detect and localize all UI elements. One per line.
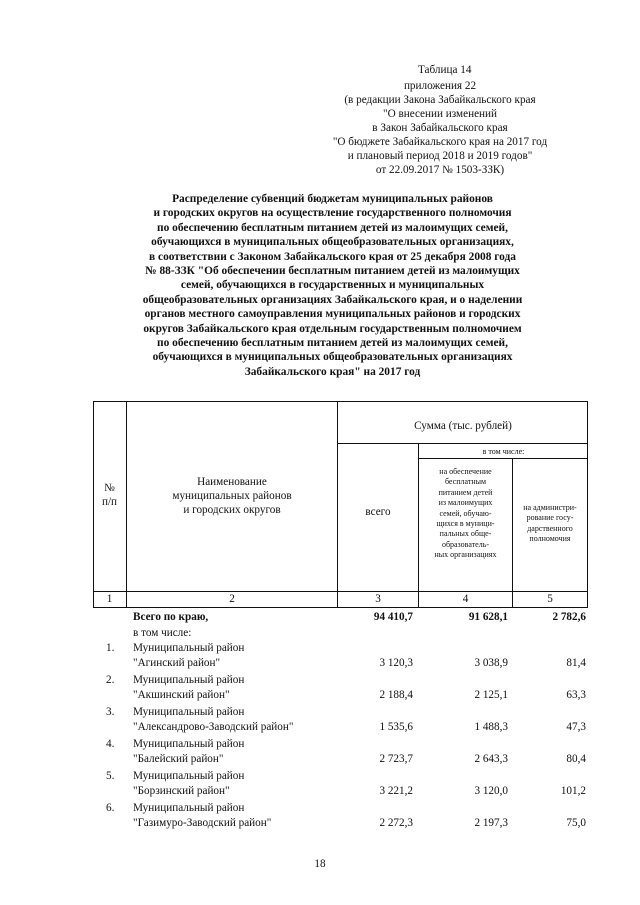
row-food: 3 038,9 <box>474 657 508 669</box>
column-number: 4 <box>462 593 469 605</box>
document-title <box>80 192 585 379</box>
row-type: Муниципальный район <box>133 674 245 686</box>
table-row <box>93 785 588 799</box>
title-line: органов местного самоуправления муниципальных районов и городских <box>144 308 521 321</box>
row-number: 6. <box>106 802 115 814</box>
row-name: "Балейский район" <box>133 753 224 765</box>
table-row <box>93 721 588 735</box>
row-admin: 75,0 <box>566 817 586 829</box>
row-admin: 47,3 <box>566 721 586 733</box>
total-food: 91 628,1 <box>468 611 508 623</box>
row-type: Муниципальный район <box>133 642 245 654</box>
title-line: по обеспечению бесплатным питанием детей из малоимущих семей, <box>157 221 508 234</box>
table-row <box>93 770 588 784</box>
title-line: общеобразовательных организациях Забайкальского края, и о наделении <box>142 293 523 306</box>
header-food: на обеспечение бесплатным питанием детей из малоимущих семей, обучаю- щихся в муници- пальных обще- образователь- ных организациях <box>434 467 497 560</box>
total-label: Всего по краю, <box>133 611 209 623</box>
title-line: в соответствии с Законом Забайкальского края от 25 декабря 2008 года <box>149 250 516 263</box>
table-label: Таблица 14 <box>418 64 472 76</box>
row-food: 2 197,3 <box>474 817 508 829</box>
total-row <box>93 611 588 625</box>
row-name: "Акшинский район" <box>133 689 230 701</box>
title-line: обучающихся в муниципальных общеобразовательных организациях <box>152 351 513 364</box>
row-name: "Газимуро-Заводский район" <box>133 817 272 829</box>
header-line: от 22.09.2017 № 1503-ЗЗК) <box>375 164 505 176</box>
row-type: Муниципальный район <box>133 802 245 814</box>
header-line: в Закон Забайкальского края <box>372 122 508 134</box>
table-row <box>93 753 588 767</box>
header-line: и плановый период 2018 и 2019 годов" <box>347 150 533 162</box>
column-number: 1 <box>106 593 113 605</box>
row-number: 4. <box>106 738 115 750</box>
column-number: 3 <box>375 593 381 605</box>
including-row <box>93 627 588 641</box>
row-type: Муниципальный район <box>133 738 245 750</box>
header-total: всего <box>365 506 391 518</box>
row-food: 1 488,3 <box>474 721 508 733</box>
row-number: 5. <box>106 770 115 782</box>
row-total: 2 272,3 <box>379 817 413 829</box>
column-number: 2 <box>229 593 235 605</box>
including-label: в том числе: <box>133 627 192 639</box>
table-row <box>93 817 588 831</box>
row-admin: 80,4 <box>566 753 586 765</box>
table-row <box>93 802 588 816</box>
page-number: 18 <box>314 858 326 870</box>
table-border-top <box>93 401 588 402</box>
title-line: и городских округов на осуществление государственного полномочия <box>153 207 512 220</box>
title-line: № 88-ЗЗК "Об обеспечении бесплатным питанием детей из малоимущих <box>145 265 520 278</box>
row-number: 3. <box>106 706 115 718</box>
header-line: "О бюджете Забайкальского края на 2017 год <box>332 136 548 148</box>
header-name: Наименование муниципальных районов и городских округов <box>172 476 292 516</box>
row-admin: 63,3 <box>566 689 586 701</box>
row-name: "Александрово-Заводский район" <box>133 721 294 733</box>
row-name: "Борзинский район" <box>133 785 230 797</box>
title-line: по обеспечению бесплатным питанием детей из малоимущих семей, <box>157 337 508 350</box>
header-line: приложения 22 <box>403 80 477 92</box>
title-line: семей, обучающихся в государственных и муниципальных <box>180 279 485 292</box>
row-total: 1 535,6 <box>379 721 413 733</box>
table-row <box>93 738 588 752</box>
total-admin: 2 782,6 <box>552 611 586 623</box>
title-line: Распределение субвенций бюджетам муниципальных районов <box>172 193 493 205</box>
column-number-row <box>93 592 588 608</box>
header-including: в том числе: <box>482 447 525 456</box>
title-line: округов Забайкальского края отдельным государственным полномочием <box>143 322 522 335</box>
row-number: 1. <box>106 642 115 654</box>
header-sum: Сумма (тыс. рублей) <box>414 420 512 432</box>
header-number: № п/п <box>101 482 118 508</box>
row-divider <box>337 443 588 444</box>
row-food: 2 643,3 <box>474 753 508 765</box>
total-sum: 94 410,7 <box>373 611 413 623</box>
row-total: 3 120,3 <box>379 657 413 669</box>
appendix-reference <box>310 79 570 177</box>
title-line: обучающихся в муниципальных общеобразовательных организациях, <box>151 236 514 249</box>
title-line: Забайкальского края" на 2017 год <box>244 365 421 378</box>
row-food: 2 125,1 <box>474 689 508 701</box>
row-name: "Агинский район" <box>133 657 221 669</box>
row-number: 2. <box>106 674 115 686</box>
table-border-right <box>587 401 588 608</box>
row-admin: 101,2 <box>560 785 586 797</box>
table-row <box>93 642 588 656</box>
table-row <box>93 706 588 720</box>
table-header <box>93 401 588 608</box>
row-total: 3 221,2 <box>379 785 413 797</box>
table-row <box>93 689 588 703</box>
row-divider <box>418 458 588 459</box>
table-row <box>93 674 588 688</box>
row-total: 2 723,7 <box>379 753 413 765</box>
row-food: 3 120,0 <box>474 785 508 797</box>
header-line: (в редакции Закона Забайкальского края <box>344 94 536 106</box>
table-row <box>93 657 588 671</box>
row-type: Муниципальный район <box>133 770 245 782</box>
column-number: 5 <box>547 593 553 605</box>
row-admin: 81,4 <box>566 657 586 669</box>
header-admin: на администри- рование госу- дарственного полномочия <box>523 503 577 544</box>
header-line: "О внесении изменений <box>383 108 497 120</box>
row-type: Муниципальный район <box>133 706 245 718</box>
row-total: 2 188,4 <box>379 689 413 701</box>
